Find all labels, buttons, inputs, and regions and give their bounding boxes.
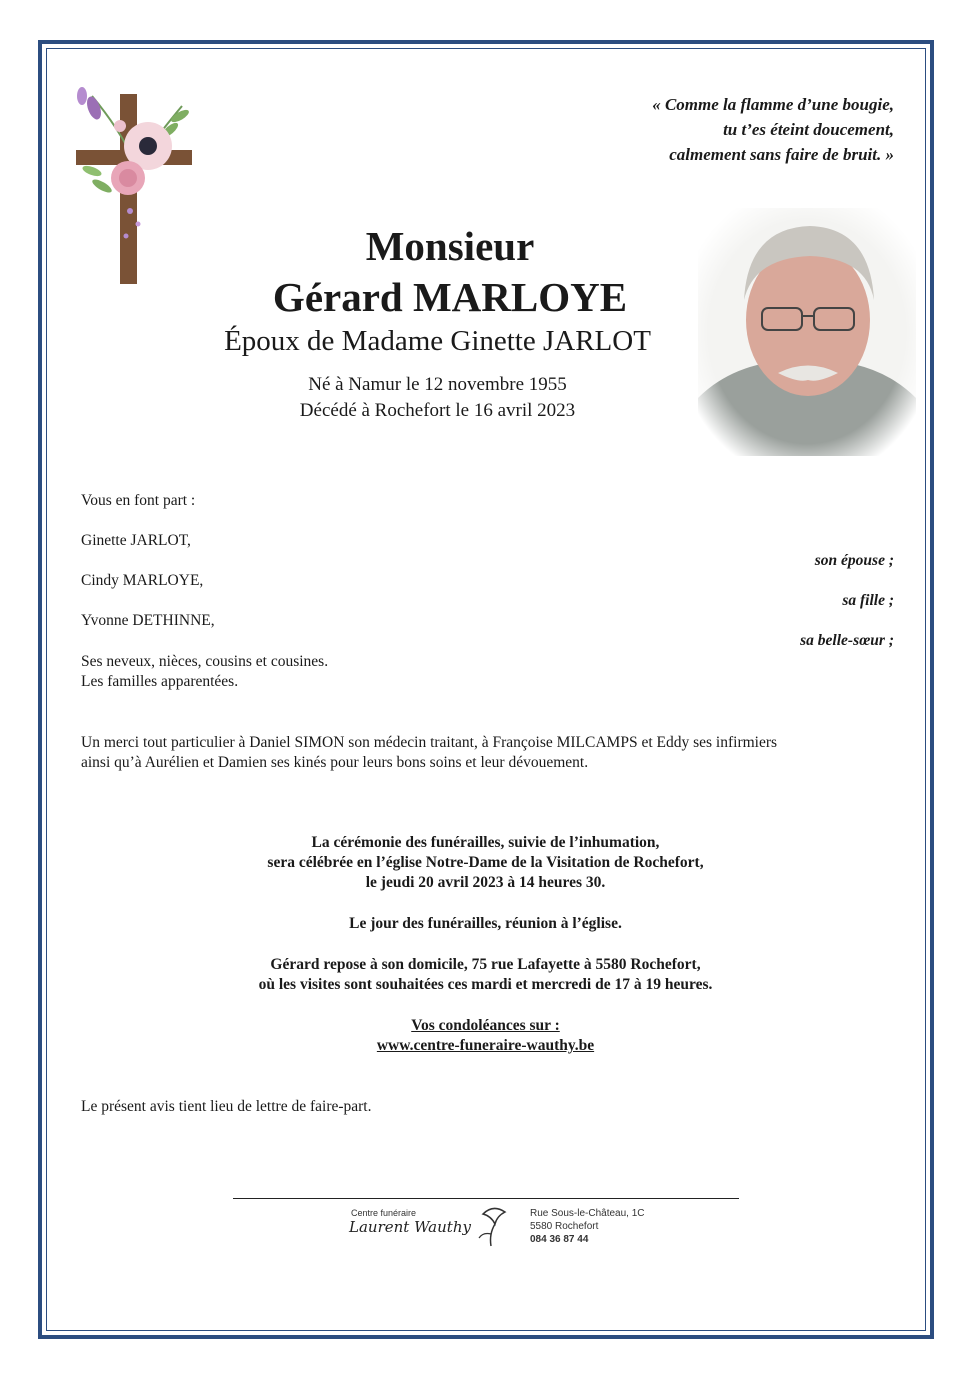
death-line: Décédé à Rochefort le 16 avril 2023 [299, 400, 576, 421]
closing-note: Le présent avis tient lieu de lettre de faire-part. [81, 1098, 372, 1115]
ceremony-line: le jeudi 20 avril 2023 à 14 heures 30. [365, 874, 606, 891]
quote-line: tu t’es éteint doucement, [723, 120, 894, 139]
spouse-line: Époux de Madame Ginette JARLOT [224, 325, 651, 357]
footer-divider [233, 1198, 739, 1199]
funeral-home-logo [345, 1202, 655, 1250]
address-street: Rue Sous-le-Château, 1C [530, 1208, 645, 1219]
salutation: Monsieur [365, 223, 535, 269]
family-member-relation: sa belle-sœur ; [800, 632, 894, 649]
condolences [0, 1016, 971, 1056]
ceremony-details [0, 833, 971, 893]
thanks-line: Un merci tout particulier à Daniel SIMON son médecin traitant, à Françoise MILCAMPS et Eddy ses infirmiers [81, 734, 778, 751]
announcement-intro: Vous en font part : [81, 492, 196, 509]
condolences-link[interactable]: www.centre-funeraire-wauthy.be [376, 1037, 595, 1054]
family-member-name: Cindy MARLOYE, [81, 572, 204, 589]
thanks-paragraph [81, 733, 881, 773]
meeting-note: Le jour des funérailles, réunion à l’église. [349, 915, 622, 932]
logo-script-name: Laurent Wauthy [349, 1218, 471, 1236]
other-relatives-line: Ses neveux, nièces, cousins et cousines. [81, 653, 329, 670]
quote-line: « Comme la flamme d’une bougie, [652, 95, 894, 114]
family-member-relation: sa fille ; [842, 592, 894, 609]
funeral-home-address [530, 1207, 645, 1246]
family-member-relation: son épouse ; [814, 552, 894, 569]
quote-line: calmement sans faire de bruit. » [669, 145, 894, 164]
rest-line: où les visites sont souhaitées ces mardi et mercredi de 17 à 19 heures. [258, 976, 713, 993]
family-member-name: Yvonne DETHINNE, [81, 612, 215, 629]
logo-subtitle: Centre funéraire [351, 1208, 417, 1218]
condolences-label: Vos condoléances sur : [411, 1017, 560, 1034]
family-member-name: Ginette JARLOT, [81, 532, 191, 549]
birth-line: Né à Namur le 12 novembre 1955 [308, 374, 567, 395]
ceremony-line: La cérémonie des funérailles, suivie de l’inhumation, [311, 834, 660, 851]
address-phone: 084 36 87 44 [530, 1234, 589, 1245]
other-relatives [81, 652, 328, 692]
ceremony-line: sera célébrée en l’église Notre-Dame de la Visitation de Rochefort, [267, 854, 704, 871]
rest-line: Gérard repose à son domicile, 75 rue Lafayette à 5580 Rochefort, [270, 956, 701, 973]
other-relatives-line: Les familles apparentées. [81, 673, 239, 690]
rest-details [0, 955, 971, 995]
lily-icon [475, 1204, 511, 1248]
epitaph-quote [474, 92, 894, 167]
portrait-photo [698, 208, 916, 456]
deceased-name: Gérard MARLOYE [272, 274, 628, 320]
thanks-line: ainsi qu’à Aurélien et Damien ses kinés pour leurs bons soins et leur dévouement. [81, 754, 589, 771]
address-city: 5580 Rochefort [530, 1221, 599, 1232]
